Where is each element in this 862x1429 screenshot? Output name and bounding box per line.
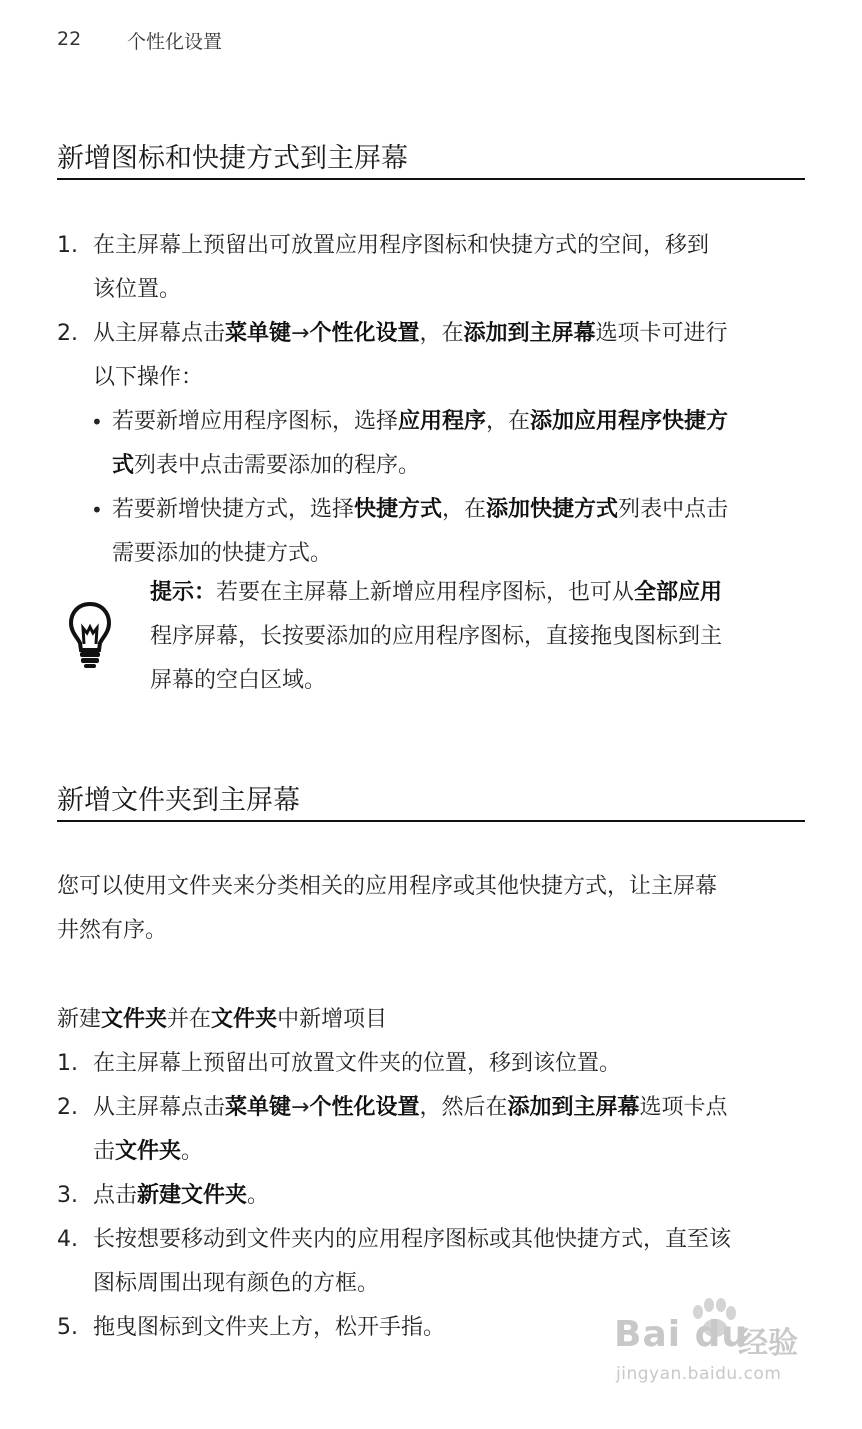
watermark-logo: Bai du [614,1314,749,1355]
running-header-chapter: 个性化设置 [127,31,223,53]
step-number: 1. [57,233,78,258]
bullet-dot: • [91,498,103,522]
step-number: 4. [57,1227,78,1252]
section-divider [57,178,805,180]
section-divider [57,820,805,822]
step-number: 1. [57,1051,78,1076]
subsection-heading: 新建文件夹并在文件夹中新增项目 [57,1007,388,1032]
bullet-text: 若要新增应用程序图标，选择应用程序，在添加应用程序快捷方 式列表中点击需要添加的程序。 [112,409,729,478]
step-text: 在主屏幕上预留出可放置文件夹的位置，移到该位置。 [93,1051,622,1076]
step-text: 拖曳图标到文件夹上方，松开手指。 [93,1315,446,1340]
step-text: 从主屏幕点击菜单键→个性化设置，然后在添加到主屏幕选项卡点 击文件夹。 [93,1095,728,1164]
ui-term-add-to-home: 添加到主屏幕 [463,321,596,346]
ui-term-menu-key: 菜单键 [225,321,292,346]
step-text: 从主屏幕点击菜单键→个性化设置，在添加到主屏幕选项卡可进行 以下操作： [93,321,728,390]
page-number: 22 [57,28,82,50]
step-text: 长按想要移动到文件夹内的应用程序图标或其他快捷方式，直至该 图标周围出现有颜色的方框。 [93,1227,732,1296]
step-text: 在主屏幕上预留出可放置应用程序图标和快捷方式的空间，移到 该位置。 [93,233,710,302]
watermark-cn: 经验 [738,1326,798,1361]
section-title-add-folder: 新增文件夹到主屏幕 [57,785,300,816]
ui-term-personalize: 个性化设置 [309,321,420,346]
intro-paragraph: 您可以使用文件夹来分类相关的应用程序或其他快捷方式，让主屏幕 井然有序。 [57,874,718,943]
tip-text: 提示：若要在主屏幕上新增应用程序图标，也可从全部应用 程序屏幕，长按要添加的应用程序图标，直接拖曳图标到主 屏幕的空白区域。 [150,580,723,693]
bullet-dot: • [91,410,103,434]
lightbulb-icon [66,600,114,670]
watermark-url: jingyan.baidu.com [616,1364,782,1384]
tip-label: 提示： [150,580,217,605]
step-number: 3. [57,1183,78,1208]
step-number: 2. [57,1095,78,1120]
step-number: 2. [57,321,78,346]
step-number: 5. [57,1315,78,1340]
bullet-text: 若要新增快捷方式，选择快捷方式，在添加快捷方式列表中点击 需要添加的快捷方式。 [112,497,729,566]
step-text: 点击新建文件夹。 [93,1183,270,1208]
section-title-add-icons: 新增图标和快捷方式到主屏幕 [57,143,408,174]
baidu-watermark [608,1298,818,1398]
